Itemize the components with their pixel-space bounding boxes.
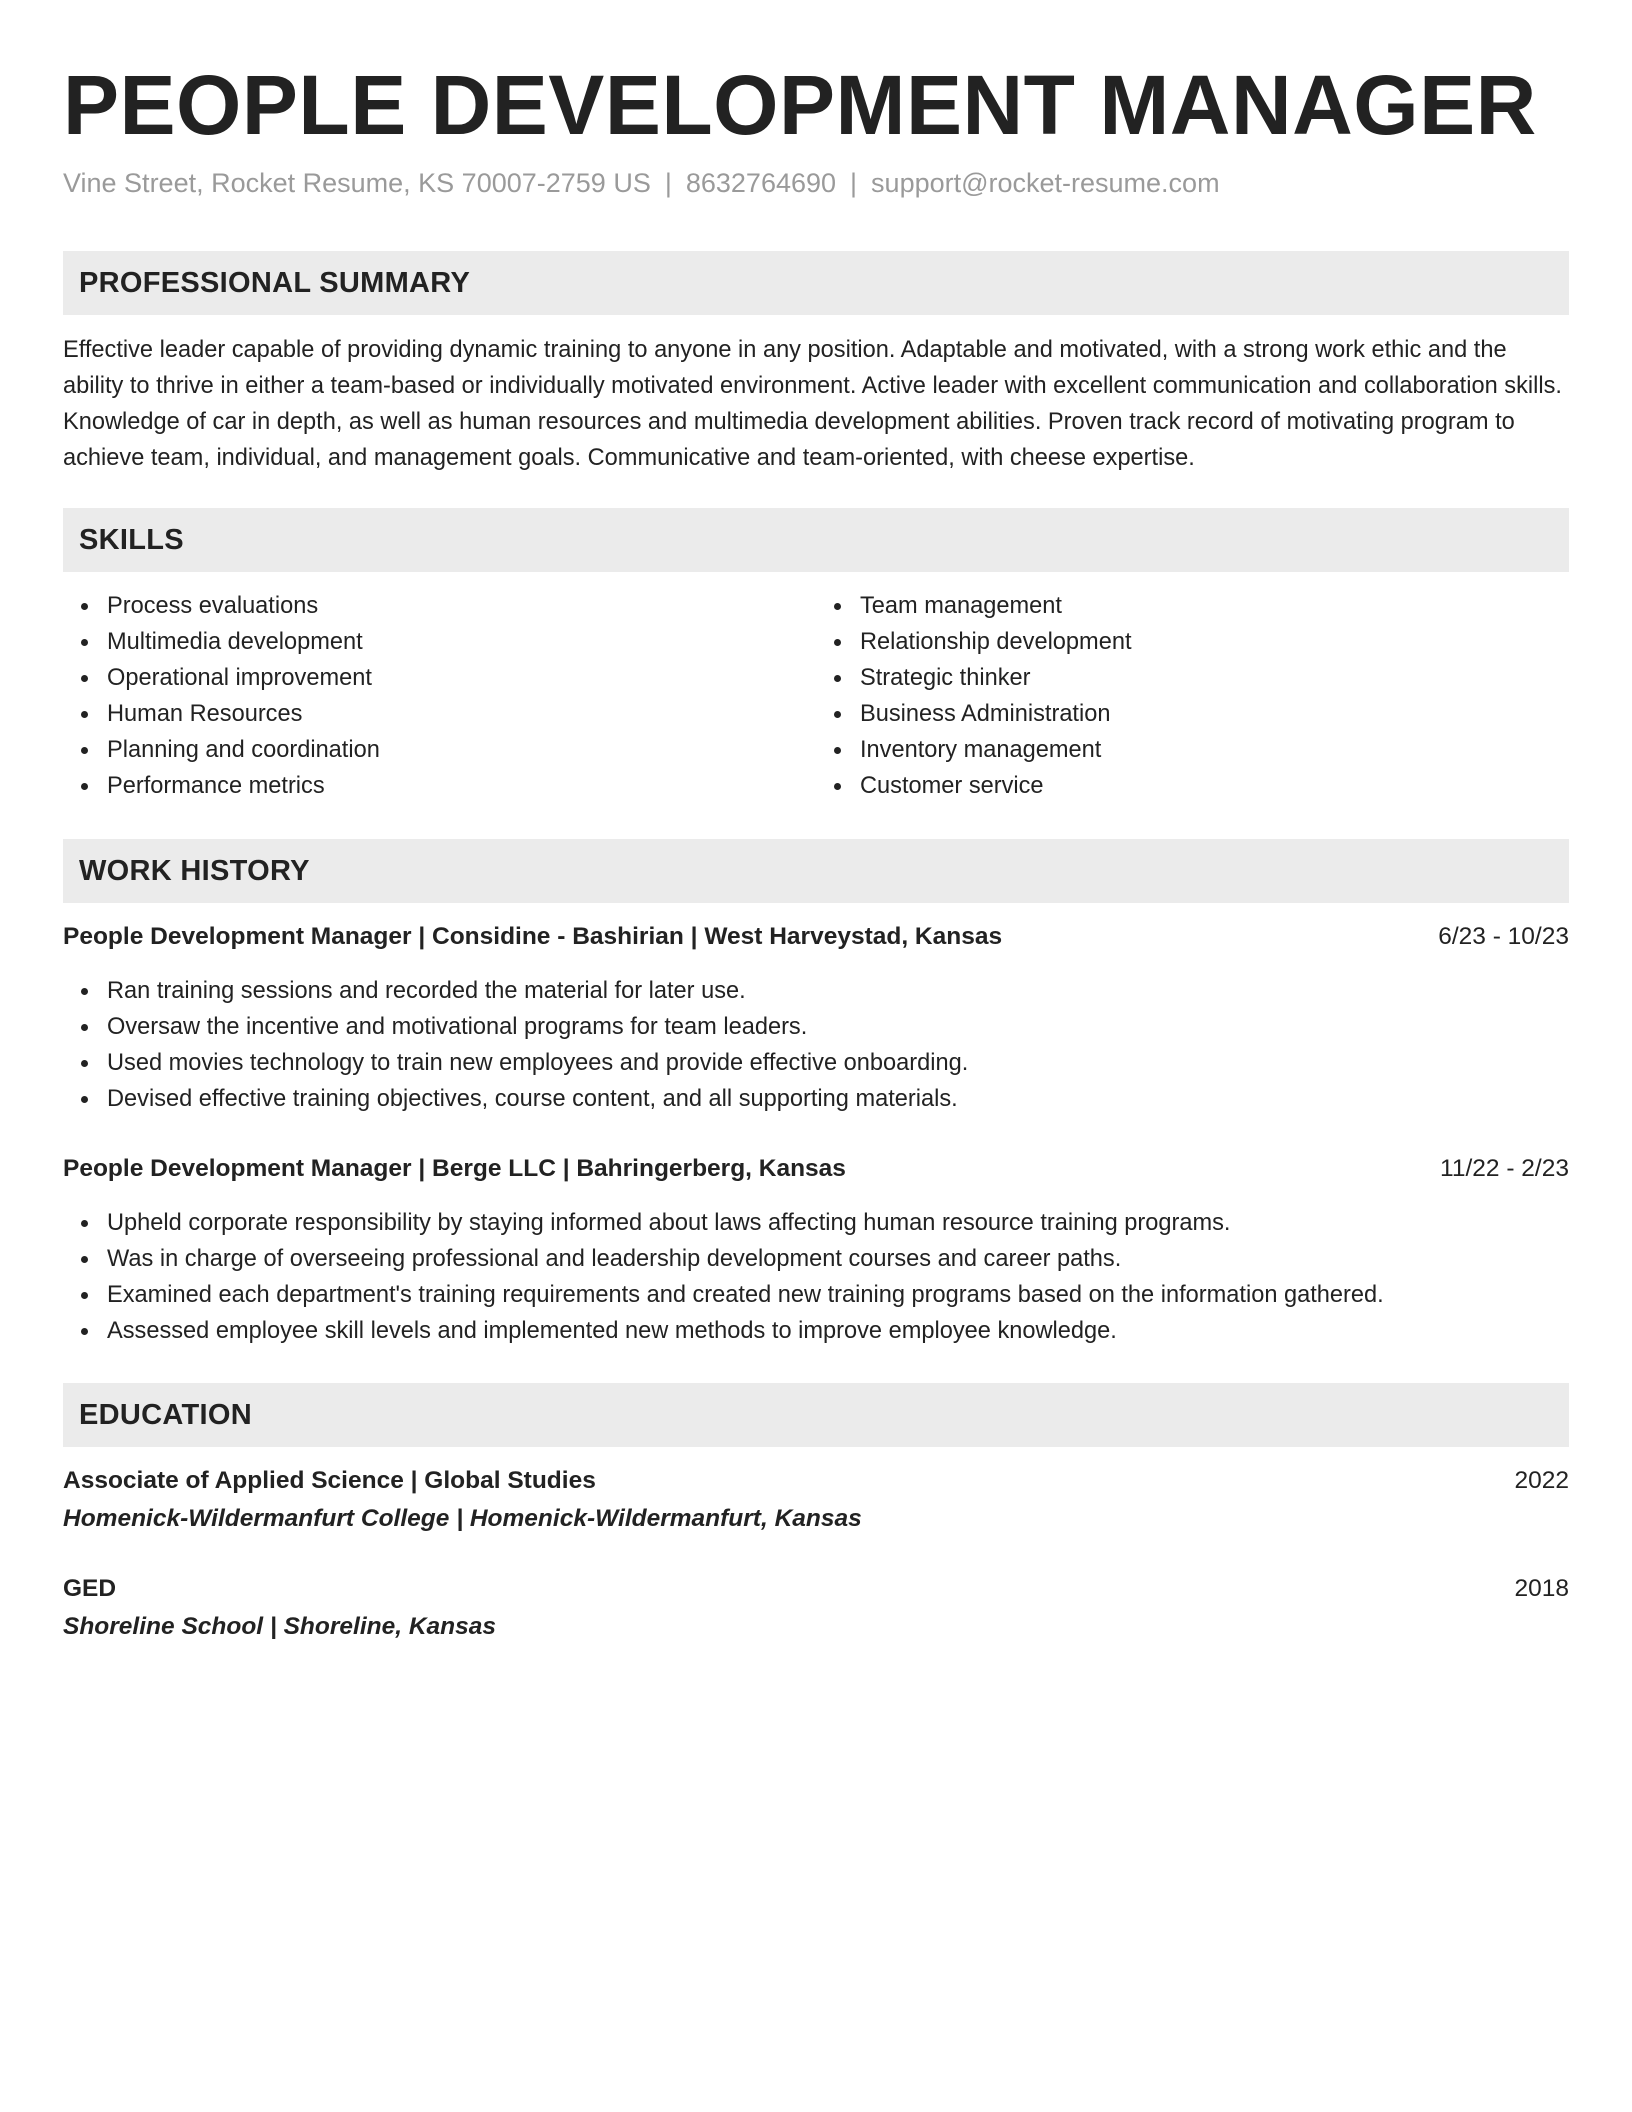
- skill-item: Business Administration: [860, 696, 1569, 732]
- skill-item: Operational improvement: [107, 660, 816, 696]
- education-entry: [63, 1571, 1569, 1645]
- contact-address: Vine Street, Rocket Resume, KS 70007-2759 US: [63, 168, 651, 198]
- skill-item: Planning and coordination: [107, 732, 816, 768]
- skill-item: Strategic thinker: [860, 660, 1569, 696]
- job-bullet: Devised effective training objectives, course content, and all supporting materials.: [107, 1081, 1569, 1117]
- summary-text: Effective leader capable of providing dynamic training to anyone in any position. Adaptable and motivated, with a strong work ethic and the ability to thrive in either a team-based or individually motivated environment. Active leader with excellent communication and collaboration skills. Knowledge of car in depth, as well as human resources and multimedia development abilities. Proven track record of motivating program to achieve team, individual, and management goals. Communicative and team-oriented, with cheese expertise.: [63, 337, 1562, 471]
- summary-heading: PROFESSIONAL SUMMARY: [63, 251, 1569, 315]
- skills-heading: SKILLS: [63, 508, 1569, 572]
- work-history-heading: WORK HISTORY: [63, 839, 1569, 903]
- degree: Associate of Applied Science | Global Studies: [63, 1467, 596, 1494]
- job-bullet: Ran training sessions and recorded the material for later use.: [107, 973, 1569, 1009]
- contact-email: support@rocket-resume.com: [871, 168, 1220, 198]
- job-bullet: Examined each department's training requirements and created new training programs based on the information gathered.: [107, 1277, 1569, 1313]
- skill-item: Relationship development: [860, 624, 1569, 660]
- skill-item: Performance metrics: [107, 768, 816, 804]
- job-entry: [63, 1151, 1569, 1349]
- contact-line: [63, 166, 1569, 200]
- education-heading: EDUCATION: [63, 1383, 1569, 1447]
- graduation-year: 2022: [1514, 1467, 1569, 1494]
- education-entry: [63, 1463, 1569, 1537]
- contact-separator: |: [664, 168, 672, 198]
- job-dates: 11/22 - 2/23: [1440, 1155, 1569, 1182]
- degree: GED: [63, 1575, 117, 1602]
- contact-separator: |: [850, 168, 858, 198]
- job-title: People Development Manager | Berge LLC | Bahringerberg, Kansas: [63, 1155, 846, 1182]
- school-name: Homenick-Wildermanfurt College | Homenick-Wildermanfurt, Kansas: [63, 1505, 862, 1532]
- job-bullet: Upheld corporate responsibility by staying informed about laws affecting human resource training programs.: [107, 1205, 1569, 1241]
- skill-item: Multimedia development: [107, 624, 816, 660]
- job-header-row: [63, 919, 1569, 955]
- education-header-row: [63, 1463, 1569, 1499]
- job-bullet: Oversaw the incentive and motivational programs for team leaders.: [107, 1009, 1569, 1045]
- job-header-row: [63, 1151, 1569, 1187]
- skill-item: Team management: [860, 588, 1569, 624]
- job-bullet: Assessed employee skill levels and implemented new methods to improve employee knowledge.: [107, 1313, 1569, 1349]
- job-dates: 6/23 - 10/23: [1438, 923, 1569, 950]
- candidate-name: PEOPLE DEVELOPMENT MANAGER: [63, 58, 1537, 152]
- job-bullet: Used movies technology to train new employees and provide effective onboarding.: [107, 1045, 1569, 1081]
- skill-item: Process evaluations: [107, 588, 816, 624]
- education-header-row: [63, 1571, 1569, 1607]
- skill-item: Human Resources: [107, 696, 816, 732]
- contact-phone: 8632764690: [685, 168, 837, 198]
- job-bullets: [63, 1205, 1569, 1349]
- job-bullets: [63, 973, 1569, 1117]
- job-bullet: Was in charge of overseeing professional and leadership development courses and career paths.: [107, 1241, 1569, 1277]
- skills-column-right: [816, 588, 1569, 804]
- job-title: People Development Manager | Considine - Bashirian | West Harveystad, Kansas: [63, 923, 1003, 950]
- skills-grid: [63, 588, 1569, 804]
- graduation-year: 2018: [1514, 1575, 1569, 1602]
- skill-item: Customer service: [860, 768, 1569, 804]
- job-entry: [63, 919, 1569, 1117]
- skills-column-left: [63, 588, 816, 804]
- skill-item: Inventory management: [860, 732, 1569, 768]
- school-name: Shoreline School | Shoreline, Kansas: [63, 1613, 496, 1640]
